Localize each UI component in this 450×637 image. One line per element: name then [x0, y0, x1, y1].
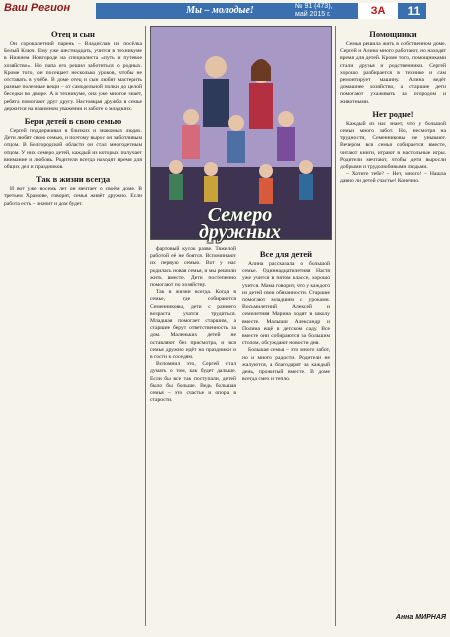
article-heading: Бери детей в свою семью — [24, 116, 122, 127]
caption-line: Семеро — [207, 204, 273, 226]
column-divider — [145, 26, 146, 626]
signature-block — [340, 612, 446, 626]
article-heading: Помощники — [369, 29, 417, 39]
column-2 — [150, 246, 236, 616]
paper-name: ЗА — [358, 3, 398, 19]
column-divider — [335, 26, 336, 626]
caption-line: дружных — [198, 221, 282, 243]
article-heading: Отец и сын — [51, 29, 95, 39]
photo-caption — [150, 204, 330, 243]
issue-info — [295, 3, 355, 19]
article-text: Семья решила жить в собственном доме. Сергей и Алина много работают, но находят время для детей. Кроме того, помощниками стали друзья и родственники. Сергей хорошо разбирается в технике и сам ремонтирует машину. Алина ведёт домашнее хозяйство, а старшие дети помогают ухаживать за огородом и животными. — [340, 41, 446, 105]
article-text: – Хотите тебе? – Нет, много! – Нашла давно ли детей счастье! Конечно. — [340, 171, 446, 185]
page-number: 11 — [407, 4, 421, 18]
author-signature: Анна МИРНАЯ — [395, 614, 446, 621]
article-text: И вот уже восемь лет он мечтает о своём доме. В третьем Храмове, говорят, семья живёт дружно. Если работа есть – значит и дом будет. — [4, 186, 142, 207]
newspaper-logo: Ваш Регион — [4, 2, 71, 14]
article-text: Так в жизни всегда. Когда в семье, где собираются Семенниковы, дети с раннего возраста учатся трудиться. Младшая помогает старшим, а старшие берут ответственность за дом. Маленьких детей не оставляют без присмотра, и вся семья дружно идёт на праздники и в гости к соседям. — [150, 289, 236, 361]
article-text: Сергей поддерживал в близких и знакомых людях. Дети любят свою семью, и поэтому вырос он заботливым отцом. В Белгородской области он стал многодетным отцом. У них семеро детей, каждый из которых получает внимание и любовь. Родители всегда находят время для общих дел и праздников. — [4, 128, 142, 171]
article-text: Вспомнил это, Сергей стал думать о том, как будет дальше. Если бы все так поступали, детей было бы больше. Ведь большая семья – это счастье и опора в старости. — [150, 361, 236, 404]
article-heading: Нет родне! — [372, 108, 414, 119]
column-3 — [242, 246, 330, 616]
article-text: фартовый кусок разве. Тяжелой работой её не боятся. Вспоминают их первую семью. Вот у нас родилась новая семья, и мы решили жить вместе. Дети постепенно помогают по хозяйству. — [150, 246, 236, 289]
article-text: Он сорокалетний парень – Владислав из посёлка Белый Ключ. Ему уже шестнадцать, учится в техникуме в Нижнем Новгороде на специалиста «путь и путевое хозяйство». Но папа его решил заботиться о родных. Кроме того, он посещает несколько уроков, чтобы не отставать в учёбе. В доме отец и сын любят мастерить разные полезные вещи – от самодельной полки до целой беседки во дворе. А в техникуме, она уже многое знает, ребята помогают друг другу. Настоящая дружба в семье держится на взаимном уважении и заботе о младших. — [4, 41, 142, 112]
article-text: Большая семья – это много забот, но и много радости. Родители не жалуются, а благодарят за каждый день, прожитый вместе. В доме всегда смех и тепло. — [242, 347, 330, 383]
article-heading: Все для детей — [259, 249, 313, 259]
section-title: Мы – молодые! — [186, 5, 254, 16]
column-4 — [340, 26, 446, 608]
column-1 — [4, 26, 142, 616]
issue-number: № 91 (473), — [295, 3, 333, 10]
article-text: Каждый из нас знает, что у большой семьи много забот. Но, несмотря на трудности, Семенниковы не унывают. Вечером вся семья собирается вместе, читают книги, играют в настольные игры. Родители мечтают, чтобы дети выросли добрыми и трудолюбивыми людьми. — [340, 120, 446, 171]
article-text: Алина рассказала о большой семье. Одиннадцатилетняя Настя уже учится в пятом классе, хорошо учится. Мама говорит, что у каждого из детей свои обязанности. Старшие помогают младшим с уроками. Восьмилетний Алексей и семилетняя Марина ходят в школу вместе. Малыши Александр и Полина ещё в детском саду. Все вместе они собираются за большим столом, обсуждают новости дня. — [242, 261, 330, 347]
issue-date: май 2015 г. — [295, 11, 331, 18]
article-heading: Так в жизни всегда — [35, 174, 111, 185]
page-header — [0, 0, 450, 22]
